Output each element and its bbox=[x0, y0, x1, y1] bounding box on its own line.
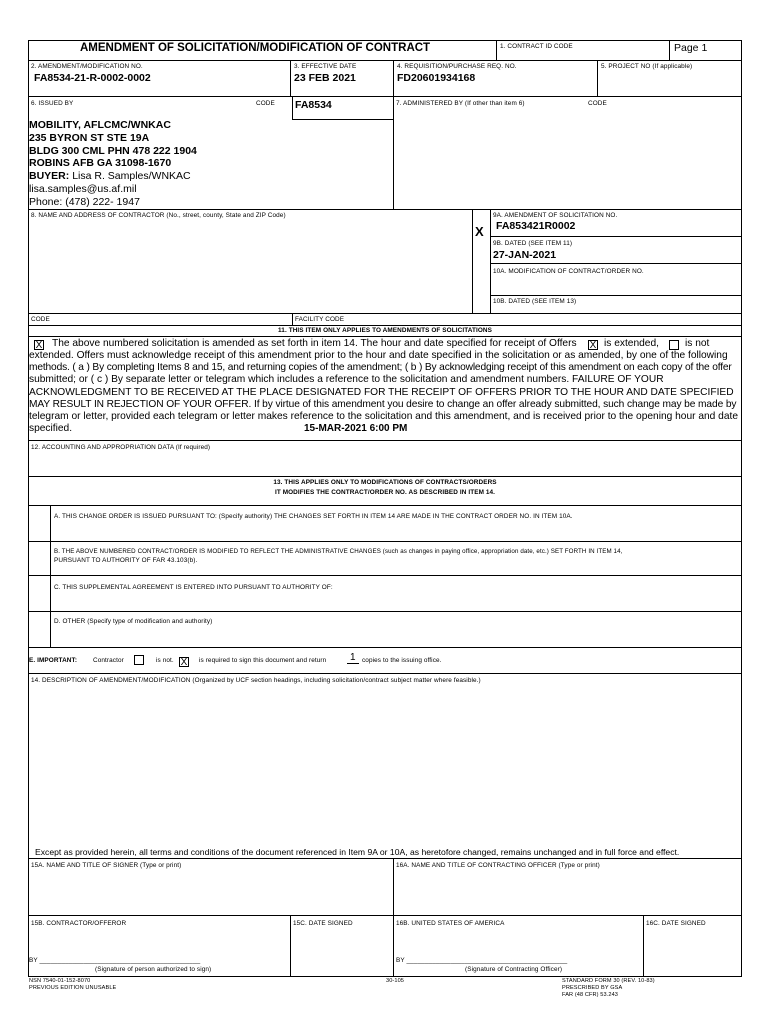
form-title: AMENDMENT OF SOLICITATION/MODIFICATION OF CONTRACT bbox=[80, 42, 431, 54]
administered-by-code-label: CODE bbox=[588, 100, 607, 107]
date-15c-label: 15C. DATE SIGNED bbox=[293, 920, 353, 927]
check-mark: X bbox=[35, 340, 43, 351]
contractor-code-label: CODE bbox=[31, 316, 50, 323]
contract-id-label: 1. CONTRACT ID CODE bbox=[500, 43, 573, 50]
item-9a-check[interactable]: X bbox=[475, 224, 484, 239]
unchanged-statement: Except as provided herein, all terms and conditions of the document referenced in Item 9A or 10A, as heretofore changed, remains unchanged and in full force and effect. bbox=[35, 847, 680, 857]
buyer-label: BUYER: bbox=[29, 170, 70, 183]
buyer-phone: Phone: (478) 222- 1947 bbox=[29, 195, 140, 208]
item-13-d: D. OTHER (Specify type of modification and authority) bbox=[54, 618, 213, 625]
item-14-label: 14. DESCRIPTION OF AMENDMENT/MODIFICATION (Organized by UCF section headings, including solicitation/contract subject matter where feasible.) bbox=[31, 677, 481, 684]
copies-text: copies to the issuing office. bbox=[362, 657, 442, 664]
far-citation: FAR (48 CFR) 53.243 bbox=[562, 992, 618, 998]
issuer-line: MOBILITY, AFLCMC/WNKAC bbox=[29, 119, 171, 131]
issuer-line: ROBINS AFB GA 31098-1670 bbox=[29, 157, 172, 170]
amendment-no-label: 2. AMENDMENT/MODIFICATION NO. bbox=[31, 63, 143, 70]
mod-10a-label: 10A. MODIFICATION OF CONTRACT/ORDER NO. bbox=[493, 268, 644, 275]
item-11-line: ACKNOWLEDGMENT TO BE RECEIVED AT THE PLACE DESIGNATED FOR THE RECEIPT OF OFFERS PRIOR TO THE HOUR AND DATE SPECIFIED bbox=[29, 386, 734, 398]
contractor-is-not-checkbox[interactable] bbox=[134, 655, 144, 665]
item-11-is-not: is not bbox=[685, 338, 710, 349]
effective-date-label: 3. EFFECTIVE DATE bbox=[294, 63, 357, 70]
issued-by-label: 6. ISSUED BY bbox=[31, 100, 74, 107]
item-13-a: A. THIS CHANGE ORDER IS ISSUED PURSUANT TO: (Specify authority) THE CHANGES SET FORTH IN ITEM 14 ARE MADE IN THE CONTRACT ORDER NO. IN ITEM 10A. bbox=[54, 513, 573, 520]
requisition-no-label: 4. REQUISITION/PURCHASE REQ. NO. bbox=[397, 63, 517, 70]
facility-code-label: FACILITY CODE bbox=[295, 316, 345, 323]
standard-form: STANDARD FORM 30 (REV. 10-83) bbox=[562, 978, 655, 984]
prescribed-by: PRESCRIBED BY GSA bbox=[562, 985, 623, 991]
buyer-email: lisa.samples@us.af.mil bbox=[29, 182, 137, 195]
buyer-name: Lisa R. Samples/WNKAC bbox=[72, 170, 191, 183]
contracting-officer-name-label: 16A. NAME AND TITLE OF CONTRACTING OFFICER (Type or print) bbox=[396, 862, 600, 869]
not-extended-checkbox[interactable] bbox=[669, 340, 679, 350]
dated-10b-label: 10B. DATED (SEE ITEM 13) bbox=[493, 298, 577, 305]
is-required-text: is required to sign this document and return bbox=[199, 657, 327, 664]
buyer-line bbox=[29, 170, 197, 183]
item-11-heading: 11. THIS ITEM ONLY APPLIES TO AMENDMENTS OF SOLICITATIONS bbox=[277, 327, 492, 334]
issued-by-code-label: CODE bbox=[256, 100, 275, 107]
amend-solicitation-value: FA853421R0002 bbox=[496, 220, 576, 232]
contractor-signature-caption: (Signature of person authorized to sign) bbox=[95, 966, 212, 973]
effective-date-value: 23 FEB 2021 bbox=[294, 72, 356, 84]
item-11-line: extended. Offers must acknowledge receipt of this amendment prior to the hour and date specified in the solicitation or as amended, by one of the following bbox=[29, 350, 728, 361]
item-11-line: MAY RESULT IN REJECTION OF YOUR OFFER. If by virtue of this amendment you desire to change an offer already submitted, such change may be made by bbox=[29, 398, 737, 410]
requisition-no-value: FD20601934168 bbox=[397, 72, 476, 84]
item-13-b: B. THE ABOVE NUMBERED CONTRACT/ORDER IS MODIFIED TO REFLECT THE ADMINISTRATIVE CHANGES (such as changes in paying office, appropriation date, etc.) SET FORTH IN ITEM 14, bbox=[54, 548, 623, 555]
solicitation-amended-checkbox[interactable] bbox=[34, 340, 44, 350]
item-12-label: 12. ACCOUNTING AND APPROPRIATION DATA (If required) bbox=[31, 444, 211, 451]
contractor-label: 8. NAME AND ADDRESS OF CONTRACTOR (No., street, county, State and ZIP Code) bbox=[31, 212, 286, 219]
page-number: Page 1 bbox=[674, 42, 708, 54]
amendment-no-value: FA8534-21-R-0002-0002 bbox=[34, 72, 151, 84]
officer-signature-line[interactable]: BY ____________________________________________ bbox=[396, 957, 568, 964]
amend-solicitation-label: 9A. AMENDMENT OF SOLICITATION NO. bbox=[493, 212, 618, 219]
officer-signature-caption: (Signature of Contracting Officer) bbox=[465, 966, 563, 973]
is-not-text: is not. bbox=[156, 657, 174, 664]
item-13-heading: 13. THIS APPLIES ONLY TO MODIFICATIONS OF CONTRACTS/ORDERS bbox=[273, 479, 497, 486]
item-13-b-cont: PURSUANT TO AUTHORITY OF FAR 43.103(b). bbox=[54, 557, 198, 564]
important-label: E. IMPORTANT: bbox=[29, 657, 78, 664]
usa-label: 16B. UNITED STATES OF AMERICA bbox=[396, 920, 505, 927]
check-mark: X bbox=[180, 657, 188, 668]
issuer-line: BLDG 300 CML PHN 478 222 1904 bbox=[29, 144, 197, 157]
check-mark: X bbox=[589, 340, 597, 351]
contractor-signature-line[interactable]: BY ____________________________________________ bbox=[29, 957, 201, 964]
contractor-offeror-label: 15B. CONTRACTOR/OFFEROR bbox=[31, 920, 127, 927]
extended-checkbox[interactable] bbox=[588, 340, 598, 350]
project-no-label: 5. PROJECT NO (If applicable) bbox=[601, 63, 693, 70]
item-11-line-1: The above numbered solicitation is amended as set forth in item 14. The hour and date specified for receipt of Offers bbox=[52, 338, 577, 349]
item-11-line: methods. ( a ) By completing Items 8 and 15, and returning copies of the amendment; ( b ) By acknowledging receipt of this amendment on each copy of the offer bbox=[29, 362, 732, 374]
contractor-required-checkbox[interactable] bbox=[179, 657, 189, 667]
nsn-number: NSN 7540-01-152-8070 bbox=[29, 978, 91, 984]
copies-count: 1 bbox=[347, 652, 359, 664]
form-code: 30-105 bbox=[386, 978, 405, 984]
item-11-line: specified. bbox=[29, 423, 73, 435]
item-13-c: C. THIS SUPPLEMENTAL AGREEMENT IS ENTERED INTO PURSUANT TO AUTHORITY OF: bbox=[54, 584, 333, 591]
offer-deadline: 15-MAR-2021 6:00 PM bbox=[304, 423, 408, 434]
contractor-word: Contractor bbox=[93, 657, 124, 664]
issuer-line: 235 BYRON ST STE 19A bbox=[29, 131, 150, 144]
previous-edition: PREVIOUS EDITION UNUSABLE bbox=[29, 985, 117, 991]
item-11-line: telegram or letter, provided each telegram or letter makes reference to the solicitation and this amendment, and is received prior to the opening hour and date bbox=[29, 411, 739, 423]
dated-9b-value: 27-JAN-2021 bbox=[493, 249, 557, 261]
issued-by-code-value: FA8534 bbox=[295, 99, 332, 111]
issuer-address bbox=[29, 119, 197, 209]
item-11-line: submitted; or ( c ) By separate letter or telegram which includes a reference to the solicitation and amendment numbers. FAILURE OF YOUR bbox=[29, 374, 664, 386]
dated-9b-label: 9B. DATED (SEE ITEM 11) bbox=[493, 240, 573, 247]
signer-name-label: 15A. NAME AND TITLE OF SIGNER (Type or print) bbox=[31, 862, 182, 869]
item-11-extended: is extended, bbox=[604, 338, 659, 349]
administered-by-label: 7. ADMINISTERED BY (If other than item 6) bbox=[396, 100, 525, 107]
item-13-subheading: IT MODIFIES THE CONTRACT/ORDER NO. AS DESCRIBED IN ITEM 14. bbox=[274, 489, 496, 496]
date-16c-label: 16C. DATE SIGNED bbox=[646, 920, 706, 927]
